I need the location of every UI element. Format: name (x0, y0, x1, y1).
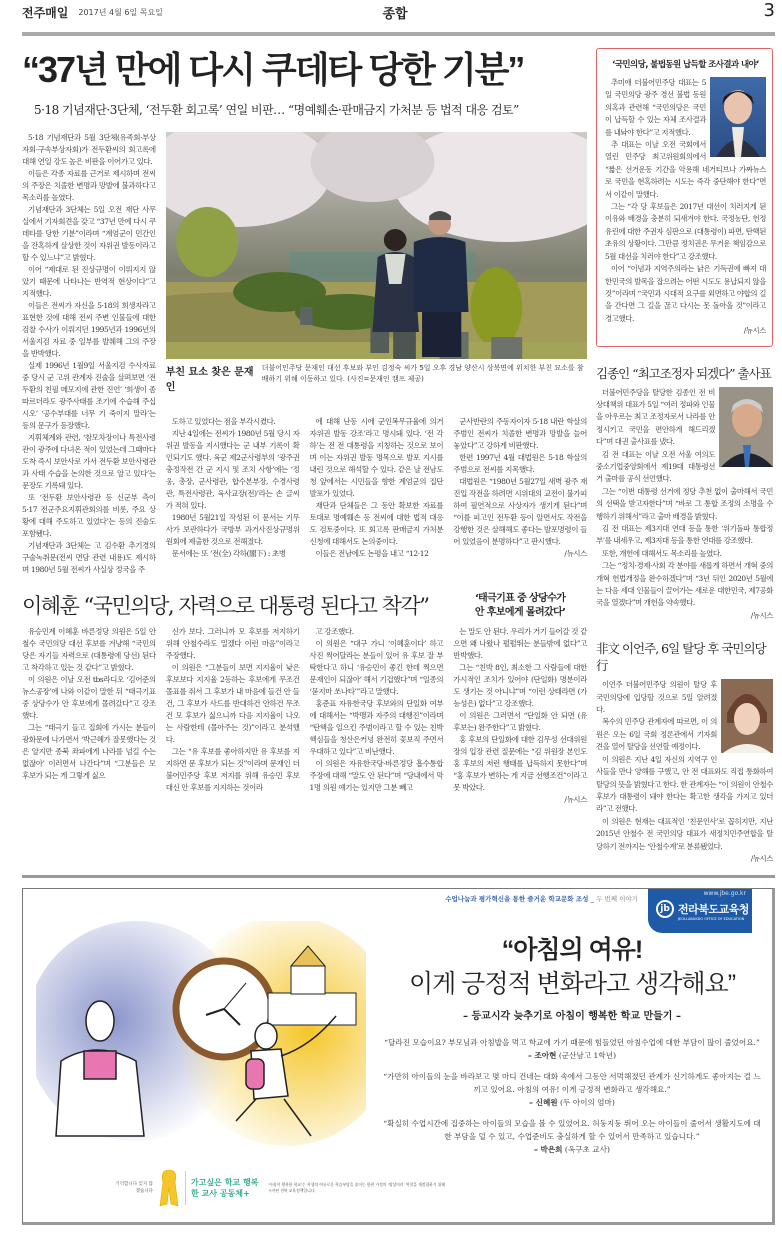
byline-source: /뉴시스 (564, 795, 587, 804)
paragraph: 이 의원은 “대구 가니 ‘이혜훈이다’ 하고 사진 찍어달라는 분들이 있어 유 후보 잘 부탁한다고 하니 ‘유승민이 좋긴 한데 찍으면 문재인이 되잖아’ 해서 기겁했다”며 “일종의 ‘묻지마 쏘나타’”라고 말했다. (309, 639, 444, 696)
paragraph: 이 의원은 자유한국당-바른정당 흡수통합 주장에 대해 “말도 안 된다”며 “당내에서 막 1명 의원 얘기는 있지만 그분 빼고 (309, 759, 444, 792)
campaign-note: ‘아침이 행복한 학교’는 학생의 여유로운 학습부담을 줄이는 한편 가정의 ‘밥상머리’ 역할을 재정립하기 위해 시작된 전북 교육정책입니다. (268, 1182, 446, 1194)
main-story-column-4 (453, 416, 587, 560)
paragraph: 기념재단과 3단체는 5일 오전 재단 사무실에서 기자회견을 갖고 “37년 만에 다시 쿠데타를 당한 기분”이라며 “계엄군이 민간인을 잔혹하게 살상한 것이 자위권 발동이라고 할 수 있느냐”고 밝혔다. (22, 205, 156, 262)
quote-text: “확실히 수업시간에 집중하는 아이들의 모습을 볼 수 있었어요. 허둥지둥 뛰어 오는 아이들이 줄어서 생활지도에 대한 부담을 덜 수 있고, 수업준비도 충실하게 할 수 있어서 만족하고 있습니다.” (383, 1119, 761, 1142)
paragraph: 김 전 대표는 이날 오전 서울 여의도 중소기업중앙회에서 제19대 대통령선거 출마를 공식 선언했다. (596, 449, 715, 484)
left-area (22, 48, 587, 865)
sidebar-story-body (605, 77, 766, 338)
testimonial-quote (382, 1036, 762, 1062)
paragraph: 홍준표 자유한국당 후보와의 단일화 여부에 대해서는 “박맹과 자주의 대행진”이라며 “탄핵을 일으킨 주범이라고 할 수 있는 친박 핵심들을 청산은커녕 완전히 꽃보직 주면서 우대하고 있다”고 비난했다. (309, 699, 444, 756)
ad-headline-line-2: 이게 긍정적 변화라고 생각해요” (408, 970, 736, 999)
morning-illustration (36, 921, 366, 1151)
main-headline: “37년 만에 다시 쿠데타 당한 기분” (22, 49, 524, 90)
byline-source: /뉴시스 (743, 326, 766, 336)
paragraph: 추 대표는 이날 오전 국회에서 열린 민주당 최고위원회의에서 “짧은 선거운동 기간을 악용해 네거티브나 가짜뉴스로 국민을 현혹하려는 시도는 즉각 중단해야 한다”면서 이같이 말했다. (605, 140, 766, 199)
paragraph: 는 말도 안 된다. 우리가 거기 들어갈 것 같으면 왜 나왔나 펄펄뛰는 분들밖에 없다”고 반박했다. (453, 627, 587, 660)
portrait-image (710, 77, 766, 157)
quote-text: “달라진 모습이요? 부모님과 아침밥을 먹고 학교에 가기 때문에 힘들었던 아침수업에 대한 부담이 많이 줄었어요.” (384, 1038, 760, 1048)
paragraph: 또한, 개헌에 대해서도 목소리를 높였다. (602, 548, 722, 558)
quote-author: – 박은희 (534, 1145, 563, 1155)
paragraph: 고 강조했다. (315, 627, 354, 636)
jbe-logo[interactable] (648, 889, 752, 933)
paragraph: 이 의원은 현재는 대표적인 ‘친문인사’로 꼽히지만, 지난 2015년 안철수 전 국민의당 대표가 새정치민주연합을 탈당하기 전까지는 ‘안철수계’로 분류됐었다. (596, 816, 773, 851)
paragraph: 이어 “제대로 된 진상규명이 이뤄지지 않았기 때문에 나타나는 반역적 현상이다”고 지적했다. (22, 265, 156, 298)
byline-source: /뉴시스 (750, 610, 773, 620)
second-story-column-4 (453, 626, 587, 806)
photo-caption-block (166, 363, 587, 393)
ad-headline-line-1: “아침의 여유! (501, 936, 643, 965)
second-story-column-1 (22, 626, 156, 782)
paragraph: 이들은 각종 자료를 근거로 제시하며 전씨의 주장은 치졸한 변명과 망발에 불과하다고 목소리를 높였다. (22, 169, 156, 202)
photo-caption-title: 부친 묘소 찾은 문재인 (165, 367, 254, 393)
sidebar-story-body (596, 679, 773, 865)
photo-caption: 더불어민주당 문재인 대선 후보와 부인 김정숙 씨가 5일 오후 경남 양산시 상북면에 위치한 부친 묘소를 참배하기 위해 이동하고 있다. (사진=문재인 캠프 제공) (261, 364, 584, 383)
paragraph: 그는 “유 후보를 좋아하지만 유 후보를 지지하면 문 후보가 되는 것”이라며 문재인 더불어민주당 후보 저지를 위해 유승민 후보 대신 안 후보를 지지하는 것이라 (165, 747, 300, 792)
campaign-slogan: 가고싶은 학교 행복한 교사 공동체+ (191, 1178, 259, 1199)
paragraph: 도하고 있었다는 점을 부각시켰다. (171, 416, 276, 426)
testimonial-quote (382, 1070, 762, 1109)
emblem-icon: jb (656, 900, 674, 918)
second-story-column-2 (166, 626, 300, 794)
ad-subtitle: – 등교시각 늦추기로 아침이 행복한 학교 만들기 – (463, 1011, 681, 1023)
sidebar-story-title: 非文 이언주, 6일 탈당 후 국민의당行 (596, 641, 766, 674)
paragraph: 이어 “이념과 지역주의라는 낡은 기득권에 빠져 대한민국의 발목을 잡으려는 어떤 시도도 용납되지 않을 것”이라며 “국민과 시대적 요구를 외면하고 야합의 길을 간다면 그 길을 끊고 다시는 못 돌아올 것”이라고 경고했다. (605, 264, 766, 323)
main-story (22, 132, 587, 576)
paragraph: 지휘체계와 관련, ‘참모차장이나 특전사령관이 광주에 다녀온 적이 있었는데 그때마다 도착 즉시 보안사로 가서 전두환 보안사령관과 사태 수습을 논의한 것으로 알고 있다’는 문장도 기록돼 있다. (22, 433, 156, 490)
portrait-image (721, 679, 773, 753)
pull-quote-line: 안 후보에게 몰려갔다’ (474, 607, 566, 618)
ad-body (23, 933, 772, 1164)
paragraph: 기념재단과 3단체는 고 김수환 추기경의 구술녹취문(전씨 면담 관련 내용)도 제시하며 1980년 5월 전씨가 사실상 정국을 주 (22, 541, 156, 574)
paragraph: 재단과 단체들은 그 동안 확보한 자료를 토대로 명예훼손 등 전씨에 대한 법적 대응도 검토중이다. 또 회고록 판매금지 가처분 신청에 대해서도 논의중이다. (309, 500, 444, 546)
org-name: 전라북도교육청 (678, 903, 749, 917)
paragraph: 그는 “태극기 들고 집회에 가시는 분들이 광화문에 나가면서 ‘박근혜가 잘못했다는 것은 알지만 종북 좌파에게 나라를 넘길 수는 없잖아’ 이러면서 나간다”며 “그분들은 모 후보가 되는 게 그렇게 싫으 (22, 723, 156, 780)
paragraph: 이 의원은 이날 오전 tbs라디오 ‘김어준의 뉴스공장’에 나와 이같이 말한 뒤 “태극기표 중 상당수가 안 후보에게 몰려갔다”고 강조했다. (22, 675, 156, 720)
ad-tagline-sub: 두 번째 이야기 (596, 895, 638, 904)
ad-tagline (445, 894, 638, 903)
yellow-ribbon-icon (158, 1168, 180, 1208)
paragraph: 그는 “친박 8인, 최소한 그 사람들에 대한 가시적인 조치가 있어야 (단일화) 명분이라도 생기는 것 아니냐”며 “이런 상태라면 (가능성은) 없다”고 강조했다. (453, 663, 587, 708)
paragraph: 이들은 전씨가 자신을 5·18의 희생자라고 표현한 것에 대해 전씨 주변 인물들에 대한 검찰 수사가 이뤄지던 1995년과 1996년의 서울지검 자료 중 일부를 발췌해 그의 주장을 반박했다. (22, 301, 156, 358)
paragraph: 김 전 대표는 제3지대 연대 등을 통한 ‘위기돌파 통합정부’를 내세우고, 제3지대 등을 통한 연대를 강조했다. (596, 524, 773, 546)
ad-text-block (382, 933, 762, 1164)
remembrance-text: 기억합니다 잊지 않겠습니다 (115, 1182, 153, 1195)
main-story-column-1 (22, 132, 156, 576)
paragraph: 더불어민주당을 탈당한 김종인 전 비상대책위 대표가 5일 “여러 정파와 인물을 아우르는 최고 조정자로서 나라를 안정시키고 국민을 편안하게 해드리겠다”며 대권 출사표를 냈다. (596, 387, 715, 447)
paragraph: 1980년 5월21일 작성된 이 문서는 기무사가 보관하다가 국방부 과거사진상규명위원회에 제출한 것으로 전해졌다. (165, 512, 300, 546)
paragraph: 유승민계 이혜훈 바른정당 의원은 5일 안철수 국민의당 대선 후보를 겨냥해 “국민의당은 자기들 자력으로 (대통령에 당선) 된다고 착각하고 있는 것 같다”고 밝혔다. (22, 627, 156, 672)
paragraph: 신가 보다. 그러니까 모 후보를 저지하기 위해 안철수라도 밀겠다 이런 마음”이라고 주장했다. (165, 627, 300, 660)
quote-author-role: (군산남고 1학년) (558, 1051, 617, 1061)
paragraph: 이 의원은 “그분들이 보면 지지율이 낮은 후보보다 지지율 2등하는 후보에게 무조건 몰표를 줘서 그 후보가 내 마음에 들건 안 들건, 그 후보가 사드를 반대하건 안하건 무조건 모 후보가 싫으니까 다음 지지율이 나오는 사람한테 (몰아주는 것)”이라고 분석했다. (165, 663, 300, 744)
sidebar-story-lee (596, 634, 773, 865)
quote-author: – 조아현 (527, 1051, 557, 1061)
portrait-image (719, 387, 773, 467)
quote-author-role: (옥구초 교사) (564, 1145, 610, 1155)
paragraph: 5·18 기념재단과 5월 3단체(유족회·부상자회·구속부상자회)가 전두환씨의 회고록에 대해 연일 강도 높은 비판을 이어가고 있다. (22, 133, 156, 166)
quote-author-role: (두 아이의 엄마) (560, 1098, 615, 1108)
testimonial-quote (382, 1117, 762, 1156)
paragraph: 또 ‘전두환 보안사령관 등 신군부 측이 5·17 전군주요지휘관회의를 비롯, 주요 상황에 대해 주도하고 있었다’는 등의 진술도 포함됐다. (22, 493, 156, 538)
issue-date: 2017년 4월 6일 목요일 (78, 8, 163, 17)
second-headline: 이혜훈 “국민의당, 자력으로 대통령 된다고 착각” (22, 594, 429, 618)
second-story-columns (22, 626, 587, 806)
byline-source: /뉴시스 (564, 548, 587, 558)
pull-quote (453, 592, 587, 620)
paragraph: 이 의원은 지난 4일 자신의 지역구 인사들을 만나 양해를 구했고, 안 전 대표와도 직접 통화하여 탈당의 뜻을 밝혔다고 한다. 한 관계자는 “이 의원이 안철수 후보가 대통령이 돼야 한다는 확고한 생각을 가지고 있더라”고 전했다. (596, 754, 773, 814)
page-number: 3 (763, 0, 775, 21)
paragraph: 지난 4일에는 전씨가 1980년 5월 당시 자위권 발동을 지시했다는 군 내부 기록이 확인되기도 했다. 육군 제2군사령부의 ‘광주권 충정작전 간 군 지시 및 조치 사항’에는 ‘정웅, 총장, 군사령관, 합수본부장, 수경사령관, 특전사령관, 육사교장(전)’라는 손 글씨가 적혀 있다. (165, 428, 300, 510)
quote-text: “가만히 아이들의 눈을 바라보고 몇 마디 건네는 대화 속에서 그동안 서먹해졌던 관계가 신기하게도 좋아지는 걸 느끼고 있어요. 아침의 여유! 이게 긍정적 변화라고 생각해요.” (383, 1072, 761, 1095)
main-photo-block (166, 132, 587, 393)
cemetery-photo-image (166, 132, 587, 359)
second-story-column-3 (310, 626, 444, 794)
main-story-column-2 (166, 416, 300, 560)
paragraph: 추미애 더불어민주당 대표는 5일 국민의당 광주 경선 불법 동원 의혹과 관련해 “국민의당은 국민이 납득할 수 있는 자체 조사결과를 내놔야 한다”고 지적했다. (605, 78, 706, 137)
portrait-photo (710, 77, 766, 157)
paragraph: 대법원은 “1980년 5월27일 새벽 광주 재진입 작전을 하려면 시위대의 교전이 불가피하여 필연적으로 사상자가 생기게 된다”며 “이를 피고인 전두환 등이 알면서도 작전을 강행한 것은 살해해도 좋다는 발포명령이 들어 있었음이 분명하다”고 판시했다. (453, 476, 587, 546)
portrait-photo (721, 679, 773, 753)
main-story-column-3 (310, 416, 444, 560)
education-office-advertisement (22, 888, 775, 1225)
quote-author: – 신혜원 (529, 1098, 558, 1108)
paragraph: 이들은 전남에도 논평을 내고 “12·12 (315, 548, 429, 558)
paragraph: 실제 1996년 1월9일 서울지검 수사자료 중 당시 군 고위 관계자 진술을 살펴보면 ‘전두환의 친필 메모지에 관한 진언’ ‘희생이 좀 따르더라도 광주사태를 조기에 수습해 주십시오’ ‘공수부대를 너무 기 죽이지 말라’는 등의 문구가 등장했다. (22, 361, 156, 430)
main-photo (166, 132, 587, 359)
footer-divider (185, 1171, 186, 1205)
sidebar-story-choo (596, 48, 773, 347)
byline-source: /뉴시스 (750, 853, 773, 863)
news-area (22, 48, 775, 865)
sidebar-story-title: ‘국민의당, 불법동원 납득할 조사결과 내야’ (612, 60, 759, 70)
paragraph: 군사반란의 주동자이자 5·18 내란 학살의 주범인 전씨가 치졸한 변명과 망발을 늘어 놓았다”고 강하게 비판했다. (453, 416, 587, 450)
paragraph: 이언주 더불어민주당 의원이 탈당 후 국민의당에 입당할 것으로 5일 알려졌다. (596, 680, 717, 715)
paragraph: 에 대해 난동 시에 군인복무규율에 의거 자위권 발동 강조’라고 명시돼 있다. ‘전 각하’는 전 전 대통령을 지칭하는 것으로 보이며 이는 자위권 발동 명목으로 발포 지시를 내린 것으로 해석할 수 있다. 같은 날 전남도청 앞에서는 시민들을 향한 계엄군의 집단 발포가 있었다. (309, 416, 444, 498)
ad-tagline-main: 수업나눔과 평가혁신을 통한 즐거운 학교문화 조성 _ (445, 895, 597, 904)
sidebar-story-body (596, 387, 773, 623)
sidebar-story-title: 김종인 “최고조정자 되겠다” 출사표 (596, 365, 771, 381)
pull-quote-line: ‘태극기표 중 상당수가 (474, 593, 566, 604)
newspaper-name: 전주매일 (22, 6, 69, 20)
paragraph: 홍 후보의 단일화에 대한 김무성 선대위원장의 입장 관련 질문에는 “김 위원장 본인도 홍 후보의 저런 행태를 납득하지 못한다”며 “홍 후보가 변하는 게 지금 선행조건”이라고 못 박았다. (453, 735, 587, 792)
sidebar-story-kim (596, 359, 773, 623)
paragraph: 그는 “정치·경제·사회 각 분야를 새롭게 하면서 개혁 중의 개혁 헌법개정을 완수하겠다”며 “3년 뒤인 2020년 5월에는 다음 세대 인물들이 끌어가는 새로운 대한민국, 제7공화국을 열겠다”며 개헌을 약속했다. (596, 561, 773, 608)
header-divider (22, 32, 775, 36)
paragraph: 그는 “이번 대통령 선거에 정당 추천 없이 출마해서 국민의 선택을 받고자한다”며 “바로 그 통합 조정의 소명을 수행하기 위해서”라고 출마 배경을 밝혔다. (596, 486, 773, 521)
right-sidebar (596, 48, 773, 865)
paragraph: 그는 “각 당 후보들은 2017년 대선이 치러지게 된 이유와 배경을 충분히 되새겨야 한다. 국정농단, 헌정유린에 대한 주권자 심판으로 (대통령이) 파면, 탄핵된 초유의 상황이다. 그만큼 정치권은 무거운 책임감으로 5월 대선을 치러야 한다”고 강조했다. (605, 202, 766, 261)
website-url[interactable]: www.jbe.go.kr (703, 890, 746, 898)
org-name-english: JEOLLABUKDO OFFICE OF EDUCATION (678, 917, 745, 922)
section-name: 종합 (382, 7, 408, 22)
paragraph: 한편 1997년 4월 대법원은 5·18 학살의 주범으로 전씨를 지목했다. (453, 452, 587, 474)
paragraph: 이 의원은 그러면서 “단일화 안 되면 (유 후보는) 완주한다”고 밝혔다. (453, 711, 587, 732)
main-subhead: 5·18 기념재단·3단체, ‘전두환 회고록’ 연일 비판… “명예훼손·판매금지 가처분 등 법적 대응 검토” (34, 103, 519, 117)
paragraph: 문서에는 또 ‘전(全) 각하(閣下) : 초병 (171, 548, 286, 558)
portrait-photo (719, 387, 773, 467)
page-header (22, 0, 775, 32)
section-divider (22, 875, 775, 878)
second-story-header (22, 592, 587, 620)
ad-footer (23, 1164, 772, 1222)
paragraph: 복수의 민주당 관계자에 따르면, 이 의원은 오는 6일 국회 정론관에서 기자회견을 열어 탈당을 선언할 예정이다. (596, 717, 717, 752)
second-story (22, 592, 587, 806)
